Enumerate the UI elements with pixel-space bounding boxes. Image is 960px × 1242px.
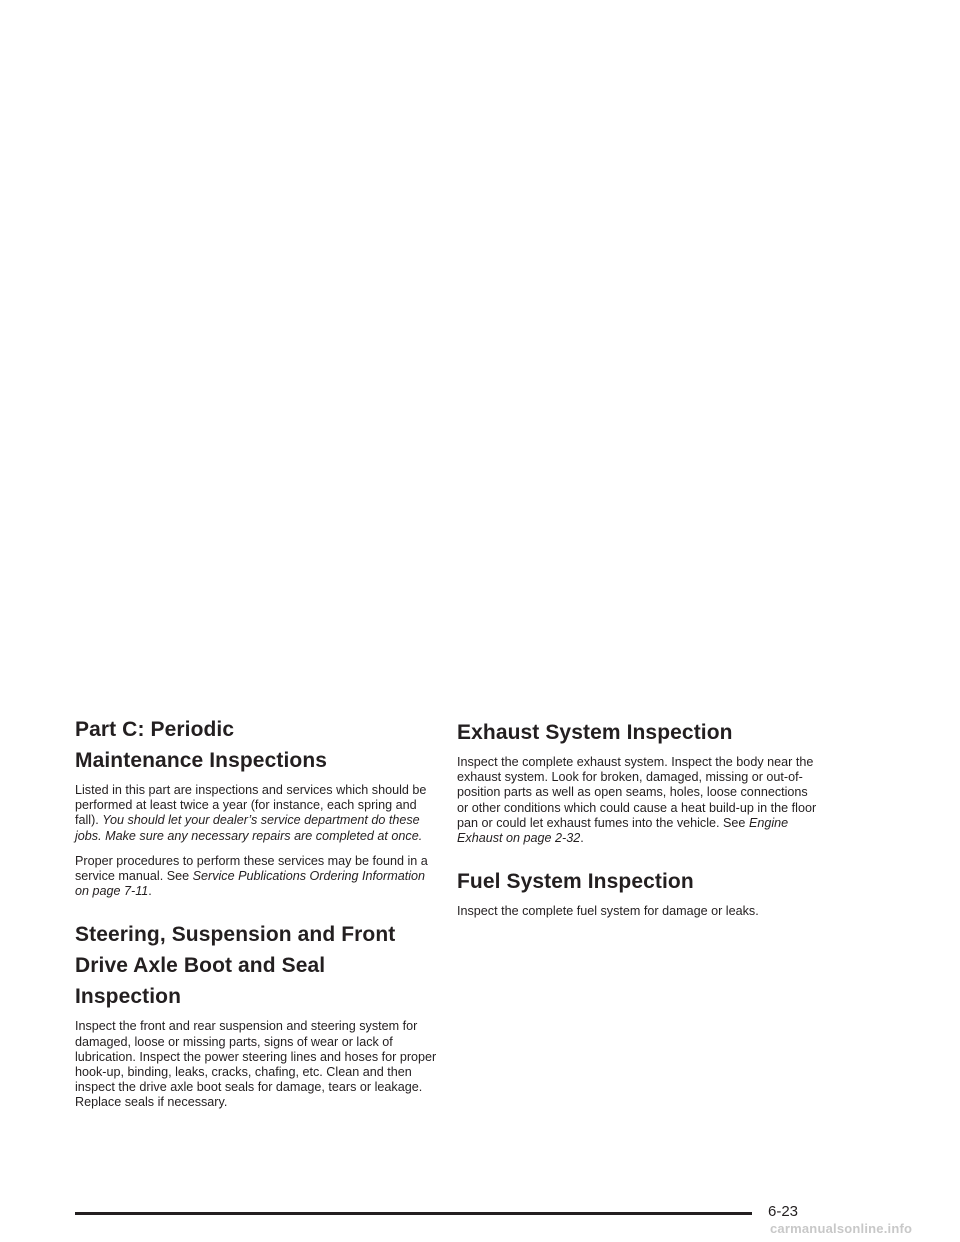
exhaust-end: . <box>580 831 584 846</box>
exhaust-body: Inspect the complete exhaust system. Inspect the body near the exhaust system. Look for broken, damaged, missing or out-of-position parts as well as open seams, holes, loose connections or other conditions which could cause a heat build-up in the floor pan or could let exhaust fumes into the vehicle. See <box>457 755 817 830</box>
exhaust-paragraph <box>457 755 819 846</box>
service-publications-link[interactable]: Service Publications Ordering Information on page 7-11 <box>75 869 426 899</box>
page-number: 6-23 <box>768 1203 799 1220</box>
left-column <box>75 714 437 1121</box>
watermark: carmanualsonline.info <box>770 1221 913 1236</box>
fuel-heading: Fuel System Inspection <box>457 870 694 894</box>
steering-heading <box>75 919 437 1012</box>
right-column <box>457 714 819 929</box>
part-c-heading <box>75 714 437 776</box>
exhaust-heading: Exhaust System Inspection <box>457 721 733 744</box>
steering-heading-line2: Drive Axle Boot and Seal Inspection <box>75 954 326 1009</box>
steering-paragraph: Inspect the front and rear suspension and steering system for damaged, loose or missing parts, signs of wear or lack of lubrication. Inspect the power steering lines and hoses for proper hook-up, binding, leaks, cracks, chafing, etc. Clean and then inspect the drive axle boot seals for damage, tears or leakage. Replace seals if necessary. <box>75 1019 437 1110</box>
engine-exhaust-link[interactable]: Engine Exhaust on page 2-32 <box>457 815 789 846</box>
part-c-paragraph-1 <box>75 783 437 844</box>
part-c-p1-italic: You should let your dealer’s service department do these jobs. Make sure any necessary repairs are completed at once. <box>75 813 423 843</box>
fuel-paragraph: Inspect the complete fuel system for damage or leaks. <box>457 904 759 919</box>
part-c-heading-line2: Maintenance Inspections <box>75 749 328 772</box>
part-c-p2-text: Proper procedures to perform these services may be found in a service manual. See <box>75 853 428 884</box>
part-c-paragraph-2 <box>75 854 437 900</box>
part-c-heading-line1: Part C: Periodic <box>75 718 235 741</box>
footer-rule <box>75 1212 752 1215</box>
part-c-p1-text: Listed in this part are inspections and services which should be performed at least twice a year (for instance, each spring and fall). <box>75 783 427 828</box>
part-c-p2-end: . <box>148 884 152 899</box>
steering-heading-line1: Steering, Suspension and Front <box>75 923 396 947</box>
